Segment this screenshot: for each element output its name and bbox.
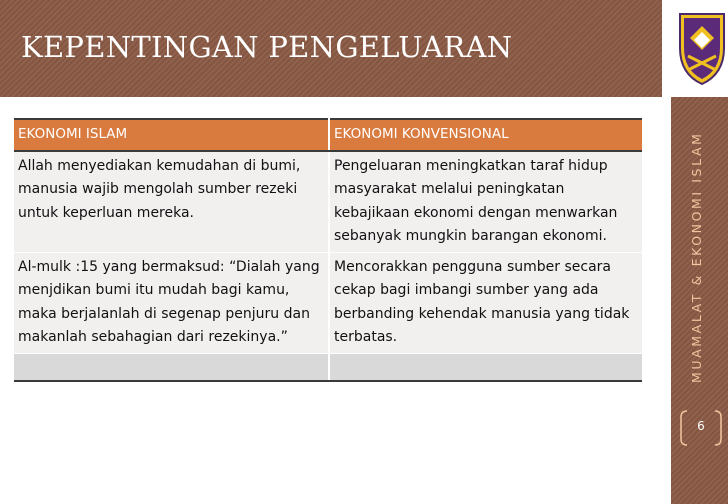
cell-islam: Al-mulk :15 yang bermaksud: “Dialah yang menjdikan bumi itu mudah bagi kamu, maka berjalanlah di segenap penjuru dan makanlah sebahagian dari rezekinya.”: [14, 252, 329, 353]
table-row-empty: [14, 353, 642, 381]
cell-islam: Allah menyediakan kemudahan di bumi, manusia wajib mengolah sumber rezeki untuk keperluan mereka.: [14, 151, 329, 253]
empty-cell: [14, 353, 329, 381]
header-ekonomi-konvensional: EKONOMI KONVENSIONAL: [329, 119, 642, 151]
slide-title: KEPENTINGAN PENGELUARAN: [21, 30, 513, 64]
page-number: 6: [697, 419, 705, 433]
table-header-row: [14, 119, 642, 151]
university-crest-icon: [676, 8, 728, 88]
empty-cell: [329, 353, 642, 381]
comparison-table: [14, 118, 642, 382]
cell-konvensional: Pengeluaran meningkatkan taraf hidup masyarakat melalui peningkatan kebajikaan ekonomi dengan menwarkan sebanyak mungkin barangan ekonomi.: [329, 151, 642, 253]
header-ekonomi-islam: EKONOMI ISLAM: [14, 119, 329, 151]
table-row: [14, 151, 642, 253]
table-row: [14, 252, 642, 353]
sidebar-label: MUAMALAT & EKONOMI ISLAM: [689, 131, 704, 383]
cell-konvensional: Mencorakkan pengguna sumber secara cekap bagi imbangi sumber yang ada berbanding kehendak manusia yang tidak terbatas.: [329, 252, 642, 353]
